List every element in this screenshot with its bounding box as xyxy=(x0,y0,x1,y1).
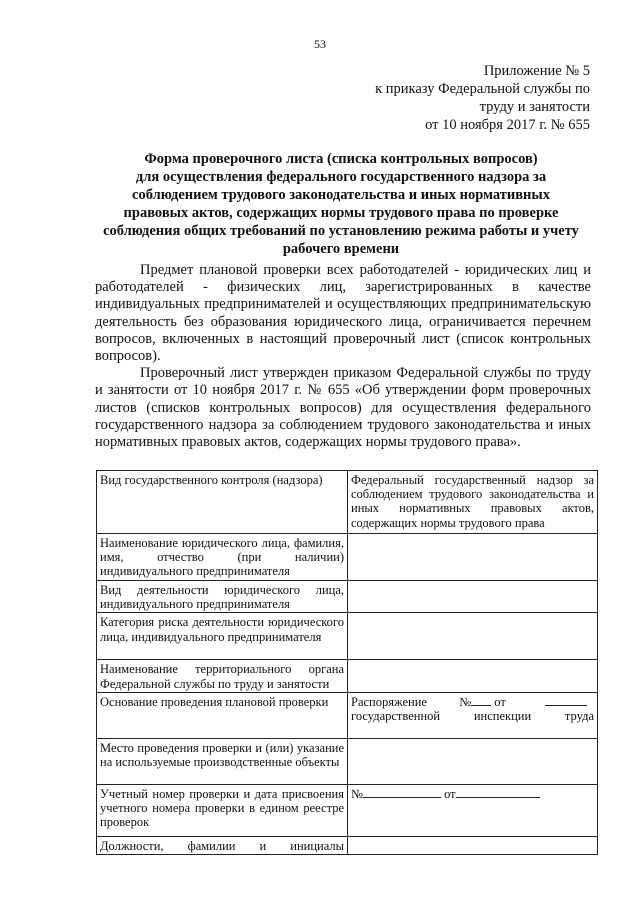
row-value-entity-name[interactable] xyxy=(348,534,598,581)
row-label-territorial-body: Наименование территориального органа Федеральной службы по труду и занятости xyxy=(97,660,348,692)
row-label-inspection-basis: Основание проведения плановой проверки xyxy=(97,692,348,738)
title-line: Форма проверочного листа (списка контрольных вопросов) xyxy=(144,151,538,167)
row-label-inspection-place: Место проведения проверки и (или) указание на используемые производственные объекты xyxy=(97,738,348,784)
appendix-line: от 10 ноября 2017 г. № 655 xyxy=(425,117,590,133)
row-value-inspection-place[interactable] xyxy=(348,738,598,784)
row-label-registry-number: Учетный номер проверки и дата присвоения учетного номера проверки в едином реестре проверок xyxy=(97,784,348,836)
title-line: правовых актов, содержащих нормы трудового права по проверке xyxy=(123,205,559,221)
row-value-inspection-basis[interactable] xyxy=(348,692,598,738)
title-line: соблюдением трудового законодательства и иных нормативных xyxy=(132,187,550,203)
table-row xyxy=(97,534,598,581)
checklist-header-table xyxy=(96,470,598,855)
table-row xyxy=(97,660,598,692)
row-value-control-type: Федеральный государственный надзор за соблюдением трудового законодательства и иных нормативных правовых актов, содержащих нормы трудового права xyxy=(348,471,598,534)
date-from: от xyxy=(444,786,456,801)
registry-number-blank[interactable] xyxy=(363,787,441,798)
row-value-risk-category[interactable] xyxy=(348,613,598,660)
appendix-line: Приложение № 5 xyxy=(483,63,590,79)
order-date-blank[interactable] xyxy=(545,695,587,706)
row-value-officials[interactable] xyxy=(348,836,598,854)
appendix-line: труду и занятости xyxy=(479,99,590,115)
table-row xyxy=(97,692,598,738)
appendix-heading xyxy=(290,62,590,134)
form-title xyxy=(90,150,592,258)
row-label-activity-type: Вид деятельности юридического лица, индивидуального предпринимателя xyxy=(97,581,348,613)
title-line: рабочего времени xyxy=(282,241,400,257)
row-label-risk-category: Категория риска деятельности юридического лица, индивидуального предпринимателя xyxy=(97,613,348,660)
officials-label-text: Должности, фамилии и инициалы xyxy=(100,838,344,853)
number-sign: № xyxy=(351,786,363,801)
order-number-blank[interactable] xyxy=(471,695,491,706)
row-label-entity-name: Наименование юридического лица, фамилия, имя, отчество (при наличии) индивидуального предпринимателя xyxy=(97,534,348,581)
date-from: от xyxy=(494,694,506,709)
number-sign: № xyxy=(459,694,472,709)
table-row xyxy=(97,471,598,534)
intro-paragraph-scope: Предмет плановой проверки всех работодателей - юридических лиц и работодателей - физических лиц, зарегистрированных в качестве индивидуальных предпринимателей и осуществляющих предпринимательскую деятельность без образования юридического лица, ограничивается перечнем вопросов, включенных в настоящий проверочный лист (список контрольных вопросов). xyxy=(95,262,591,365)
title-line: для осуществления федерального государственного надзора за xyxy=(135,169,547,185)
intro-text xyxy=(95,262,591,451)
inspection-label: государственной инспекции труда xyxy=(351,709,594,724)
intro-paragraph-approval: Проверочный лист утвержден приказом Федеральной службы по труду и занятости от 10 ноября 2017 г. № 655 «Об утверждении форм проверочных листов (списков контрольных вопросов) для осуществления федерального государственного надзора за соблюдением трудового законодательства и иных нормативных правовых актов, содержащих нормы трудового права». xyxy=(95,365,591,451)
appendix-line: к приказу Федеральной службы по xyxy=(375,81,590,97)
row-value-activity-type[interactable] xyxy=(348,581,598,613)
page-number: 53 xyxy=(314,37,326,51)
table-row xyxy=(97,836,598,854)
row-value-registry-number[interactable] xyxy=(348,784,598,836)
title-line: соблюдения общих требований по установлению режима работы и учету xyxy=(103,223,579,239)
order-prefix: Распоряжение xyxy=(351,694,427,709)
table-row xyxy=(97,738,598,784)
table-row xyxy=(97,581,598,613)
table-row xyxy=(97,613,598,660)
row-label-officials xyxy=(97,836,348,854)
row-label-control-type: Вид государственного контроля (надзора) xyxy=(97,471,348,534)
registry-date-blank[interactable] xyxy=(456,787,540,798)
row-value-territorial-body[interactable] xyxy=(348,660,598,692)
table-row xyxy=(97,784,598,836)
